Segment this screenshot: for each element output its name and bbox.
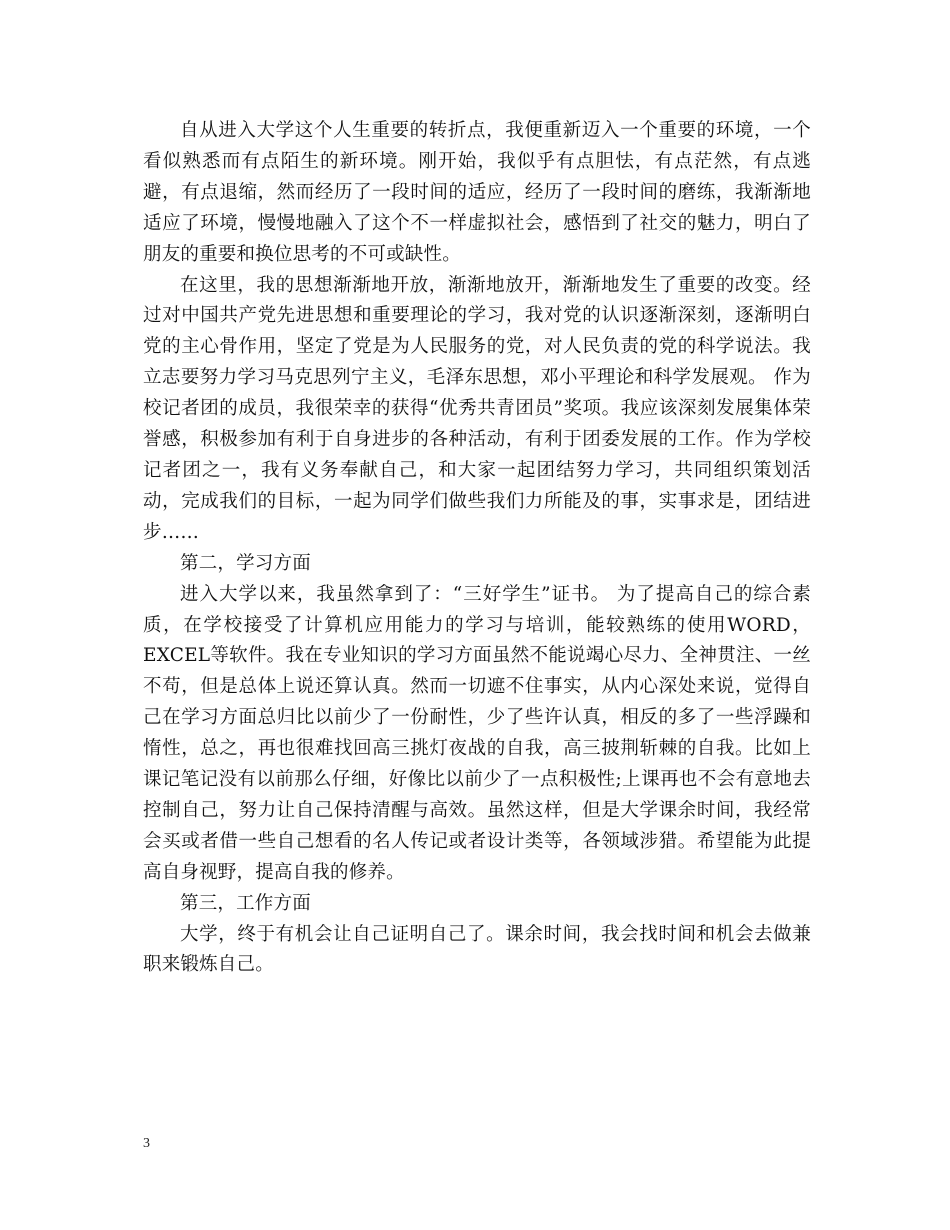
document-body (143, 116, 811, 981)
page-number: 3 (143, 1136, 150, 1151)
section-heading-study: 第二，学习方面 (180, 552, 311, 574)
paragraph-university-adaptation: 自从进入大学这个人生重要的转折点，我便重新迈入一个重要的环境，一个看似熟悉而有点陌生的新环境。刚开始，我似乎有点胆怯，有点茫然，有点逃避，有点退缩，然而经历了一段时间的适应，经历了一段时间的磨练，我渐渐地适应了环境，慢慢地融入了这个不一样虚拟社会，感悟到了社交的魅力，明白了朋友的重要和换位思考的不可或缺性。 (143, 120, 811, 265)
paragraph-study: 进入大学以来，我虽然拿到了：“三好学生”证书。 为了提高自己的综合素质，在学校接受了计算机应用能力的学习与培训，能较熟练的使用WORD，EXCEL等软件。我在专业知识的学习方面虽然不能说竭心尽力、全神贯注、一丝不苟，但是总体上说还算认真。然而一切遮不住事实，从内心深处来说，觉得自己在学习方面总归比以前少了一份耐性，少了些许认真，相反的多了一些浮躁和惰性，总之，再也很难找回高三挑灯夜战的自我，高三披荆斩棘的自我。比如上课记笔记没有以前那么仔细，好像比以前少了一点积极性;上课再也不会有意地去控制自己，努力让自己保持清醒与高效。虽然这样，但是大学课余时间，我经常会买或者借一些自己想看的名人传记或者设计类等，各领域涉猎。希望能为此提高自身视野，提高自我的修养。 (143, 583, 811, 883)
paragraph-work: 大学，终于有机会让自己证明自己了。课余时间，我会找时间和机会去做兼职来锻炼自己。 (143, 923, 811, 976)
paragraph-thought-growth: 在这里，我的思想渐渐地开放，渐渐地放开，渐渐地发生了重要的改变。经过对中国共产党先进思想和重要理论的学习，我对党的认识逐渐深刻，逐渐明白党的主心骨作用，坚定了党是为人民服务的党，对人民负责的党的科学说法。我立志要努力学习马克思列宁主义，毛泽东思想，邓小平理论和科学发展观。 作为校记者团的成员，我很荣幸的获得“优秀共青团员”奖项。我应该深刻发展集体荣誉感，积极参加有利于自身进步的各种活动，有利于团委发展的工作。作为学校记者团之一，我有义务奉献自己，和大家一起团结努力学习，共同组织策划活动，完成我们的目标，一起为同学们做些我们力所能及的事，实事求是，团结进步…… (143, 274, 811, 543)
section-heading-work: 第三，工作方面 (180, 892, 311, 914)
